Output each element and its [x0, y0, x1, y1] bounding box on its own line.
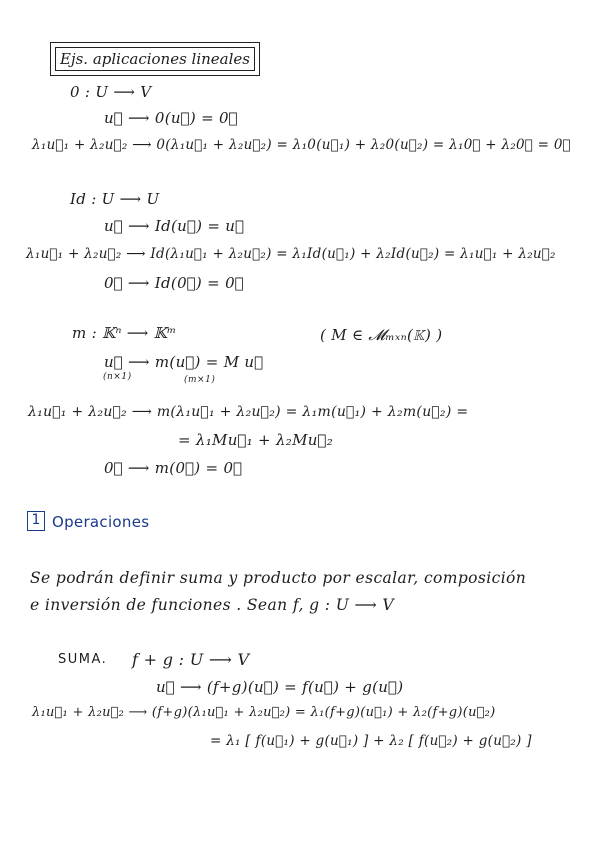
prose-line-1: Se podrán definir suma y producto por escalar, composición [30, 569, 527, 587]
matrix-map-dim-output: (m×1) [184, 375, 216, 385]
identity-map-definition: Id : U ⟶ U [70, 190, 160, 208]
section-title: Operaciones [52, 513, 150, 531]
identity-map-zero: 0⃗ ⟶ Id(0⃗) = 0⃗ [104, 274, 244, 292]
section-number: 1 [27, 511, 45, 531]
matrix-map-vector: u⃗ ⟶ m(u⃗) = M u⃗ [104, 353, 264, 371]
matrix-map-dim-input: (n×1) [103, 372, 132, 382]
matrix-map-linearity-cont: = λ₁Mu⃗₁ + λ₂Mu⃗₂ [178, 431, 334, 449]
matrix-map-note: ( M ∈ 𝓜ₘₓₙ(𝕂) ) [320, 326, 443, 344]
suma-linearity-cont: = λ₁ [ f(u⃗₁) + g(u⃗₁) ] + λ₂ [ f(u⃗₂) + g(u⃗₂) ] [210, 733, 532, 749]
page-title: Ejs. aplicaciones lineales [55, 47, 255, 71]
identity-map-vector: u⃗ ⟶ Id(u⃗) = u⃗ [104, 217, 245, 235]
zero-map-vector: u⃗ ⟶ 0(u⃗) = 0⃗ [104, 109, 238, 127]
zero-map-linearity: λ₁u⃗₁ + λ₂u⃗₂ ⟶ 0(λ₁u⃗₁ + λ₂u⃗₂) = λ₁0(u⃗₁) + λ₂0(u⃗₂) = λ₁0⃗ + λ₂0⃗ = 0⃗ [32, 137, 571, 153]
matrix-map-definition: m : 𝕂ⁿ ⟶ 𝕂ᵐ [72, 324, 177, 342]
title-frame [50, 42, 260, 76]
matrix-map-linearity: λ₁u⃗₁ + λ₂u⃗₂ ⟶ m(λ₁u⃗₁ + λ₂u⃗₂) = λ₁m(u⃗₁) + λ₂m(u⃗₂) = [28, 404, 469, 420]
zero-map-definition: 0 : U ⟶ V [70, 83, 152, 101]
identity-map-linearity: λ₁u⃗₁ + λ₂u⃗₂ ⟶ Id(λ₁u⃗₁ + λ₂u⃗₂) = λ₁Id(u⃗₁) + λ₂Id(u⃗₂) = λ₁u⃗₁ + λ₂u⃗₂ [26, 246, 556, 262]
suma-definition: f + g : U ⟶ V [132, 650, 250, 669]
suma-linearity: λ₁u⃗₁ + λ₂u⃗₂ ⟶ (f+g)(λ₁u⃗₁ + λ₂u⃗₂) = λ₁(f+g)(u⃗₁) + λ₂(f+g)(u⃗₂) [32, 705, 496, 720]
suma-vector: u⃗ ⟶ (f+g)(u⃗) = f(u⃗) + g(u⃗) [156, 678, 404, 696]
suma-label: SUMA. [58, 652, 108, 667]
prose-line-2: e inversión de funciones . Sean f, g : U ⟶ V [30, 596, 395, 614]
matrix-map-zero: 0⃗ ⟶ m(0⃗) = 0⃗ [104, 459, 243, 477]
